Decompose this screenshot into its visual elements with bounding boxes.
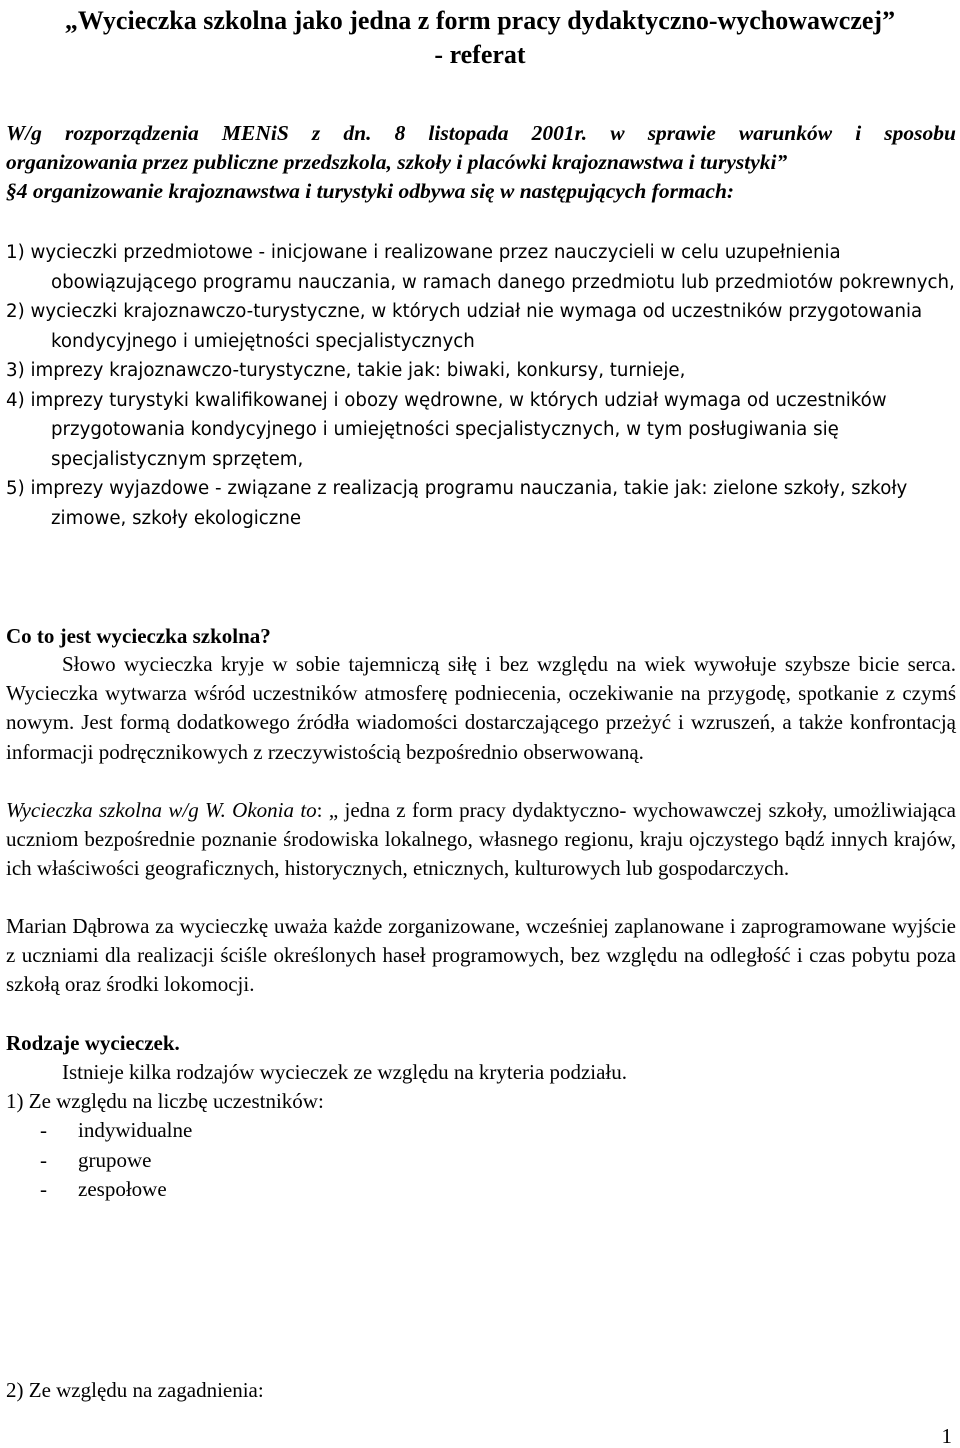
section-heading-what-is-trip: Co to jest wycieczka szkolna? — [6, 624, 271, 648]
regulation-intro — [6, 119, 956, 206]
list-item: - grupowe — [40, 1147, 152, 1172]
okon-citation: Wycieczka szkolna w/g W. Okonia to — [6, 798, 317, 822]
intro-line-2: organizowania przez publiczne przedszkola, szkoły i placówki krajoznawstwa i turystyki” — [6, 150, 788, 174]
list-item: 3) imprezy krajoznawczo-turystyczne, takie jak: biwaki, konkursy, turnieje, — [6, 360, 686, 381]
paragraph-definition-1: Słowo wycieczka kryje w sobie tajemniczą siłę i bez względu na wiek wywołuje szybsze bicie serca. Wycieczka wytwarza wśród uczestników atmosferę podniecenia, oczekiwanie na przygodę, spotkanie z czymś nowym. Jest formą dodatkowego źródła wiadomości dostarczającego przeżyć i wzruszeń, a także konfrontacją informacji podręcznikowych z rzeczywistością bezpośrednio obserwowaną. — [6, 652, 956, 764]
list-item: - zespołowe — [40, 1177, 167, 1201]
tourism-forms-list — [6, 238, 956, 533]
paragraph-dabrowa-definition: Marian Dąbrowa za wycieczkę uważa każde zorganizowane, wcześniej zaplanowane i zaprogramowane wyjście z uczniami dla realizacji ściśle określonych haseł programowych, bez względu na odległość i czas pobytu poza szkołą oraz środki lokomocji. — [6, 914, 956, 997]
list-item: 4) imprezy turystyki kwalifikowanej i obozy wędrowne, w których udział wymaga od uczestników przygotowania kondycyjnego i umiejętności specjalistycznych, w tym posługiwania się specjalistycznym sprzętem, — [6, 389, 887, 470]
criterion-participants: 1) Ze względu na liczbę uczestników: — [6, 1089, 324, 1113]
document-title — [0, 4, 960, 72]
title-line-2: - referat — [434, 40, 526, 69]
list-item: 1) wycieczki przedmiotowe - inicjowane i realizowane przez nauczycieli w celu uzupełnienia obowiązującego programu nauczania, w ramach danego przedmiotu lub przedmiotów pokrewnych, — [6, 242, 955, 293]
intro-line-3: §4 organizowanie krajoznawstwa i turystyki odbywa się w następujących formach: — [6, 179, 735, 203]
paragraph-okon-definition: Wycieczka szkolna w/g W. Okonia to: „ jedna z form pracy dydaktyczno- wychowawczej szkoły, umożliwiająca uczniom bezpośrednie poznanie środowiska lokalnego, własnego regionu, kraju ojczystego bądź innych krajów, ich właściwości geograficznych, historycznych, etnicznych, kulturowych lub gospodarczych. — [6, 798, 956, 881]
participants-type-list — [40, 1116, 192, 1205]
list-item: - indywidualne — [40, 1118, 193, 1142]
trip-types-intro: Istnieje kilka rodzajów wycieczek ze względu na kryteria podziału. — [62, 1060, 628, 1084]
list-item: 5) imprezy wyjazdowe - związane z realizacją programu nauczania, takie jak: zielone szkoły, szkoły zimowe, szkoły ekologiczne — [6, 478, 908, 529]
intro-line-1: W/g rozporządzenia MENiS z dn. 8 listopada 2001r. w sprawie warunków i sposobu — [6, 121, 956, 145]
list-item: 2) wycieczki krajoznawczo-turystyczne, w których udział nie wymaga od uczestników przygotowania kondycyjnego i umiejętności specjalistycznych — [6, 301, 923, 352]
page-number: 1 — [941, 1424, 952, 1448]
criterion-topics: 2) Ze względu na zagadnienia: — [6, 1378, 264, 1402]
section-heading-trip-types: Rodzaje wycieczek. — [6, 1031, 180, 1055]
title-line-1: „Wycieczka szkolna jako jedna z form pracy dydaktyczno-wychowawczej” — [64, 6, 896, 35]
